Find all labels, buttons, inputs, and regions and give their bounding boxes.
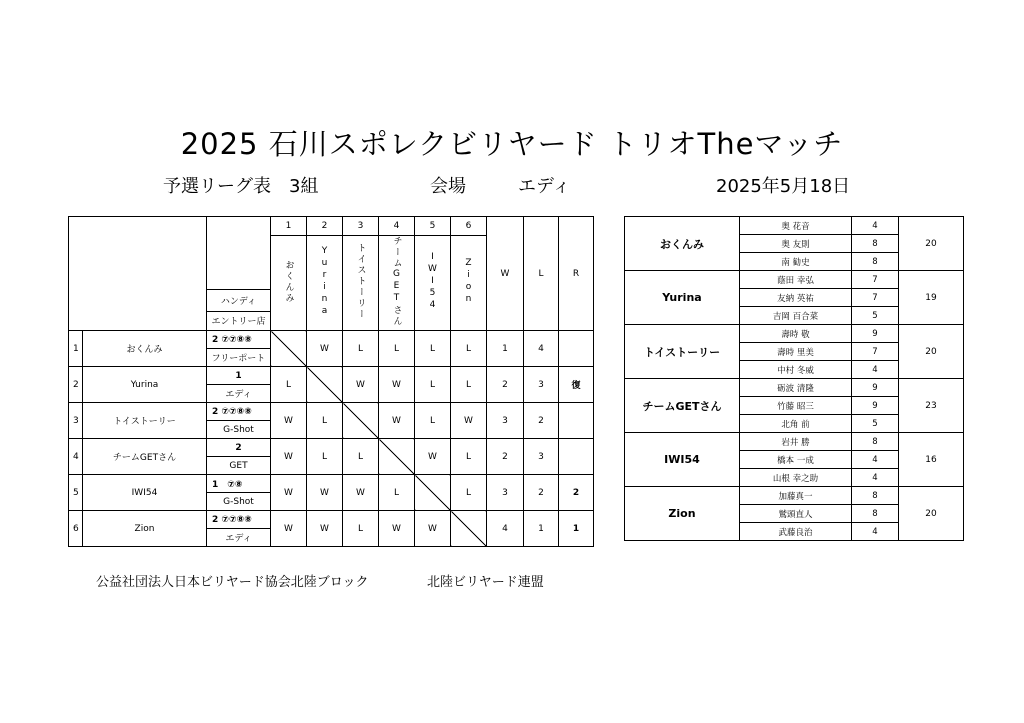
roster-table	[624, 216, 964, 541]
self-match-cell	[307, 367, 343, 403]
match-result: W	[307, 331, 343, 367]
player-name: 奥 友則	[740, 235, 852, 253]
match-result: L	[415, 331, 451, 367]
col-number: 4	[379, 217, 415, 236]
match-result: W	[451, 403, 487, 439]
r-header: R	[559, 217, 594, 331]
team-handicap-total: 23	[899, 379, 964, 433]
win-count: 1	[487, 331, 524, 367]
footer-organization: 公益社団法人日本ビリヤード協会北陸ブロック	[96, 575, 369, 590]
match-result: W	[271, 475, 307, 511]
self-match-cell	[415, 475, 451, 511]
col-team-name: トイストーリー	[343, 236, 379, 331]
team-handicap-total: 20	[899, 325, 964, 379]
match-result: L	[307, 439, 343, 475]
match-result: L	[415, 403, 451, 439]
team-name: Yurina	[83, 367, 207, 403]
team-store: エディ	[207, 385, 271, 403]
match-result: L	[451, 475, 487, 511]
col-team-name: IWI54	[415, 236, 451, 331]
player-name: 南 勧史	[740, 253, 852, 271]
match-result: W	[379, 367, 415, 403]
col-team-name: おくんみ	[271, 236, 307, 331]
player-name: 鷲頭直人	[740, 505, 852, 523]
roster-team-name: Zion	[625, 487, 740, 541]
rank: 2	[559, 475, 594, 511]
match-result: L	[343, 511, 379, 547]
player-handicap: 5	[852, 307, 899, 325]
match-result: L	[379, 475, 415, 511]
win-count: 3	[487, 403, 524, 439]
player-name: 竹藤 昭三	[740, 397, 852, 415]
col-team-name: チームGETさん	[379, 236, 415, 331]
col-number: 3	[343, 217, 379, 236]
player-handicap: 4	[852, 361, 899, 379]
self-match-cell	[379, 439, 415, 475]
player-name: 中村 冬威	[740, 361, 852, 379]
player-handicap: 8	[852, 253, 899, 271]
team-store: G-Shot	[207, 421, 271, 439]
match-result: W	[379, 511, 415, 547]
loss-count: 3	[524, 439, 559, 475]
self-match-cell	[343, 403, 379, 439]
match-result: W	[415, 511, 451, 547]
player-name: 砺波 清隆	[740, 379, 852, 397]
team-handicap: 1	[207, 367, 271, 385]
player-handicap: 4	[852, 217, 899, 235]
team-store: エディ	[207, 529, 271, 547]
player-name: 加藤真一	[740, 487, 852, 505]
row-number: 1	[69, 331, 83, 367]
footer-federation: 北陸ビリヤード連盟	[427, 575, 544, 590]
handicap-label: ハンディ	[207, 289, 271, 311]
player-name: 友納 英祐	[740, 289, 852, 307]
rank: 1	[559, 511, 594, 547]
player-handicap: 5	[852, 415, 899, 433]
row-number: 5	[69, 475, 83, 511]
team-handicap-total: 16	[899, 433, 964, 487]
team-handicap-total: 19	[899, 271, 964, 325]
row-number: 4	[69, 439, 83, 475]
team-name: Zion	[83, 511, 207, 547]
player-name: 橋本 一成	[740, 451, 852, 469]
team-name: トイストーリー	[83, 403, 207, 439]
match-result: L	[379, 331, 415, 367]
match-result: L	[451, 331, 487, 367]
l-header: L	[524, 217, 559, 331]
match-result: L	[271, 367, 307, 403]
team-store: フリーポート	[207, 349, 271, 367]
match-result: W	[271, 403, 307, 439]
match-result: L	[343, 439, 379, 475]
col-team-name: Yurina	[307, 236, 343, 331]
col-number: 5	[415, 217, 451, 236]
player-name: 山根 幸之助	[740, 469, 852, 487]
loss-count: 1	[524, 511, 559, 547]
win-count: 3	[487, 475, 524, 511]
self-match-cell	[451, 511, 487, 547]
team-name: おくんみ	[83, 331, 207, 367]
player-name: 吉岡 百合菜	[740, 307, 852, 325]
rank	[559, 439, 594, 475]
venue-name: エディ	[518, 176, 571, 197]
player-handicap: 8	[852, 505, 899, 523]
match-result: W	[343, 475, 379, 511]
roster-team-name: Yurina	[625, 271, 740, 325]
team-store: GET	[207, 457, 271, 475]
col-number: 2	[307, 217, 343, 236]
match-result: W	[379, 403, 415, 439]
event-date: 2025年5月18日	[716, 176, 851, 197]
team-handicap: 2 ⑦⑦⑧⑧	[207, 331, 271, 349]
player-handicap: 8	[852, 433, 899, 451]
match-result: W	[415, 439, 451, 475]
row-number: 2	[69, 367, 83, 403]
match-result: L	[451, 367, 487, 403]
loss-count: 3	[524, 367, 559, 403]
self-match-cell	[271, 331, 307, 367]
match-result: W	[271, 439, 307, 475]
match-result: L	[343, 331, 379, 367]
match-result: W	[307, 475, 343, 511]
player-handicap: 9	[852, 397, 899, 415]
store-label: エントリー店	[207, 311, 271, 330]
rank	[559, 331, 594, 367]
group-label: 予選リーグ表 3組	[163, 176, 319, 197]
team-handicap-total: 20	[899, 487, 964, 541]
loss-count: 4	[524, 331, 559, 367]
rank	[559, 403, 594, 439]
match-result: W	[343, 367, 379, 403]
win-count: 4	[487, 511, 524, 547]
team-store: G-Shot	[207, 493, 271, 511]
team-name: チームGETさん	[83, 439, 207, 475]
win-count: 2	[487, 439, 524, 475]
player-handicap: 8	[852, 235, 899, 253]
roster-team-name: IWI54	[625, 433, 740, 487]
player-handicap: 7	[852, 289, 899, 307]
player-handicap: 7	[852, 343, 899, 361]
col-team-name: Zion	[451, 236, 487, 331]
league-table	[68, 216, 594, 547]
win-count: 2	[487, 367, 524, 403]
team-handicap: 1 ⑦⑧	[207, 475, 271, 493]
match-result: L	[415, 367, 451, 403]
team-name: IWI54	[83, 475, 207, 511]
team-handicap: 2	[207, 439, 271, 457]
loss-count: 2	[524, 475, 559, 511]
player-handicap: 9	[852, 379, 899, 397]
player-name: 武藤良治	[740, 523, 852, 541]
player-handicap: 4	[852, 469, 899, 487]
player-name: 壽時 敬	[740, 325, 852, 343]
player-name: 北角 前	[740, 415, 852, 433]
player-handicap: 8	[852, 487, 899, 505]
match-result: W	[307, 511, 343, 547]
col-number: 6	[451, 217, 487, 236]
roster-team-name: トイストーリー	[625, 325, 740, 379]
match-result: L	[451, 439, 487, 475]
player-handicap: 4	[852, 451, 899, 469]
match-result: L	[307, 403, 343, 439]
player-handicap: 4	[852, 523, 899, 541]
player-name: 蔭田 幸弘	[740, 271, 852, 289]
rank: 復	[559, 367, 594, 403]
team-handicap-total: 20	[899, 217, 964, 271]
match-result: W	[271, 511, 307, 547]
player-handicap: 7	[852, 271, 899, 289]
header-blank	[69, 217, 207, 331]
player-name: 奥 花音	[740, 217, 852, 235]
player-name: 壽時 里美	[740, 343, 852, 361]
w-header: W	[487, 217, 524, 331]
team-handicap: 2 ⑦⑦⑧⑧	[207, 511, 271, 529]
roster-team-name: チームGETさん	[625, 379, 740, 433]
header-blank-small	[207, 217, 271, 290]
col-number: 1	[271, 217, 307, 236]
roster-team-name: おくんみ	[625, 217, 740, 271]
venue-label: 会場	[430, 176, 466, 197]
player-handicap: 9	[852, 325, 899, 343]
row-number: 6	[69, 511, 83, 547]
loss-count: 2	[524, 403, 559, 439]
row-number: 3	[69, 403, 83, 439]
player-name: 岩井 勝	[740, 433, 852, 451]
page-title: 2025 石川スポレクビリヤード トリオTheマッチ	[180, 127, 844, 161]
team-handicap: 2 ⑦⑦⑧⑧	[207, 403, 271, 421]
